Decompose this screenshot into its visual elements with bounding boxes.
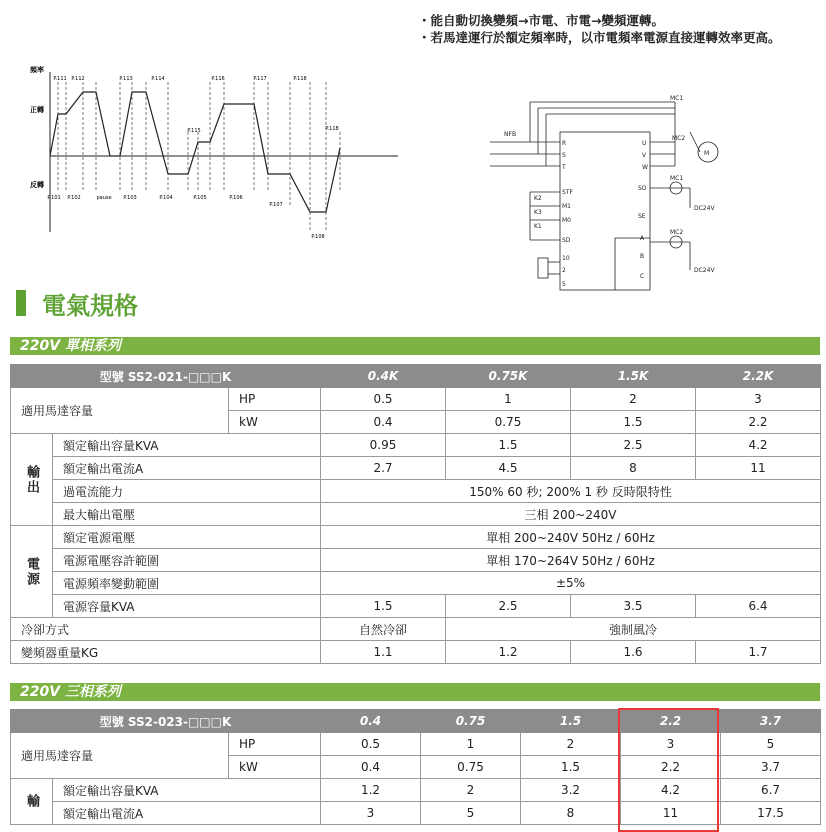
label-k3: K3 <box>534 209 542 216</box>
cell: 2.5 <box>571 434 696 457</box>
label-b: B <box>640 253 645 260</box>
cell: 0.5 <box>321 733 421 756</box>
table-row <box>11 641 821 664</box>
label-s: S <box>562 152 566 159</box>
label-t: T <box>562 164 566 171</box>
group-label-power: 電源 <box>11 526 53 618</box>
cell: 0.4 <box>321 756 421 779</box>
param-top-8: P.118 <box>325 126 339 132</box>
label-so: SO <box>638 185 647 192</box>
cell: 2 <box>421 779 521 802</box>
cell: 17.5 <box>721 802 821 825</box>
param-bot-7: P.107 <box>269 202 283 208</box>
cell: 單相 170~264V 50Hz / 60Hz <box>321 549 821 572</box>
col-header: 0.75K <box>446 365 571 388</box>
bullet-2: ・若馬達運行於額定頻率時，以市電頻率電源直接運轉效率更高。 <box>418 30 781 45</box>
label-5: 5 <box>562 281 566 288</box>
unit-label: HP <box>229 733 321 756</box>
table-row <box>11 595 821 618</box>
unit-label: kW <box>229 411 321 434</box>
cell: 1 <box>421 733 521 756</box>
cell: 2.2 <box>621 756 721 779</box>
group-label-output: 輸出 <box>11 434 53 526</box>
label-mc1-top: MC1 <box>670 95 684 102</box>
row-label: 額定輸出電流A <box>53 457 321 480</box>
col-header: 2.2 <box>621 710 721 733</box>
cell: 強制風冷 <box>446 618 821 641</box>
label-10: 10 <box>562 255 570 262</box>
row-label: 最大輸出電壓 <box>53 503 321 526</box>
label-mc2-coil: MC2 <box>670 229 684 236</box>
cell: 0.75 <box>446 411 571 434</box>
cell: 3 <box>621 733 721 756</box>
label-2: 2 <box>562 267 566 274</box>
highlight-box <box>618 708 719 832</box>
table-row <box>11 457 821 480</box>
param-bot-5: P.105 <box>193 195 207 201</box>
param-bot-4: P.104 <box>159 195 173 201</box>
label-v: V <box>642 152 647 159</box>
param-top-1: P.112 <box>71 76 85 82</box>
col-header: 1.5 <box>521 710 621 733</box>
cell: 1.5 <box>321 595 446 618</box>
cell: 2.5 <box>446 595 571 618</box>
row-label: 電源電壓容許範圍 <box>53 549 321 572</box>
table-row <box>11 388 821 411</box>
param-bot-6: P.106 <box>229 195 243 201</box>
series-band-single-phase <box>10 337 820 355</box>
label-dc24v-1: DC24V <box>694 205 715 212</box>
row-label: 額定輸出容量KVA <box>53 779 321 802</box>
param-top-7: P.118 <box>293 76 307 82</box>
cell: 1.7 <box>696 641 821 664</box>
label-se: SE <box>638 213 646 220</box>
cell: 4.5 <box>446 457 571 480</box>
row-label: 額定電源電壓 <box>53 526 321 549</box>
section-title-text: 電氣規格 <box>42 292 138 320</box>
model-header: 型號 SS2-023-□□□K <box>11 710 321 733</box>
reverse-label: 反轉 <box>30 181 44 189</box>
cell: 1.2 <box>321 779 421 802</box>
table-row <box>11 480 821 503</box>
row-label: 適用馬達容量 <box>11 733 229 779</box>
cell: 8 <box>571 457 696 480</box>
row-label: 適用馬達容量 <box>11 388 229 434</box>
table-row <box>11 572 821 595</box>
table-row <box>11 503 821 526</box>
cell: 2.2 <box>696 411 821 434</box>
col-header: 1.5K <box>571 365 696 388</box>
cell: 5 <box>721 733 821 756</box>
row-label: 冷卻方式 <box>11 618 321 641</box>
cell: 0.5 <box>321 388 446 411</box>
param-top-2: P.113 <box>119 76 133 82</box>
label-mc1-coil: MC1 <box>670 175 684 182</box>
series-title: 220V 單相系列 <box>20 338 121 354</box>
group-label-output: 輸 <box>11 779 53 825</box>
cell: 單相 200~240V 50Hz / 60Hz <box>321 526 821 549</box>
cell: 0.75 <box>421 756 521 779</box>
col-header: 0.4K <box>321 365 446 388</box>
cell: 2 <box>521 733 621 756</box>
table-row <box>11 434 821 457</box>
label-dc24v-2: DC24V <box>694 267 715 274</box>
cell: 11 <box>621 802 721 825</box>
label-u: U <box>642 140 647 147</box>
cell: ±5% <box>321 572 821 595</box>
param-bot-8: P.108 <box>311 234 325 240</box>
cell: 3.7 <box>721 756 821 779</box>
col-header: 3.7 <box>721 710 821 733</box>
cell: 3.2 <box>521 779 621 802</box>
cell: 5 <box>421 802 521 825</box>
cell: 1.5 <box>571 411 696 434</box>
label-r: R <box>562 140 567 147</box>
section-title-bar <box>16 290 26 316</box>
label-k2: K2 <box>534 195 542 202</box>
cell: 1.1 <box>321 641 446 664</box>
label-m1: M1 <box>562 203 571 210</box>
label-w: W <box>642 164 648 171</box>
unit-label: HP <box>229 388 321 411</box>
label-nfb: NFB <box>504 131 517 138</box>
cell: 4.2 <box>696 434 821 457</box>
row-label: 額定輸出容量KVA <box>53 434 321 457</box>
cell: 1.5 <box>446 434 571 457</box>
cell: 1.5 <box>521 756 621 779</box>
param-bot-1: P.102 <box>67 195 81 201</box>
series-band-three-phase <box>10 683 820 701</box>
freq-axis-label: 頻率 <box>30 66 44 74</box>
forward-label: 正轉 <box>30 106 44 114</box>
param-top-6: P.117 <box>253 76 267 82</box>
cell: 4.2 <box>621 779 721 802</box>
col-header: 0.75 <box>421 710 521 733</box>
label-motor: M <box>704 150 710 157</box>
row-label: 額定輸出電流A <box>53 802 321 825</box>
row-label: 變頻器重量KG <box>11 641 321 664</box>
label-stf: STF <box>562 189 573 196</box>
model-header: 型號 SS2-021-□□□K <box>11 365 321 388</box>
cell: 6.7 <box>721 779 821 802</box>
series-title: 220V 三相系列 <box>20 684 121 700</box>
label-mc2-top: MC2 <box>672 135 686 142</box>
table-row <box>11 618 821 641</box>
col-header: 2.2K <box>696 365 821 388</box>
param-bot-2: pause <box>96 195 112 201</box>
cell: 3 <box>696 388 821 411</box>
table-row <box>11 365 821 388</box>
cell: 1 <box>446 388 571 411</box>
label-m0: M0 <box>562 217 571 224</box>
cell: 8 <box>521 802 621 825</box>
timing-diagram <box>28 62 408 242</box>
param-top-4: P.115 <box>187 128 201 134</box>
cell: 150% 60 秒; 200% 1 秒 反時限特性 <box>321 480 821 503</box>
row-label: 過電流能力 <box>53 480 321 503</box>
col-header: 0.4 <box>321 710 421 733</box>
cell: 2.7 <box>321 457 446 480</box>
spec-table-single-phase <box>10 364 821 664</box>
unit-label: kW <box>229 756 321 779</box>
cell: 6.4 <box>696 595 821 618</box>
cell: 1.6 <box>571 641 696 664</box>
param-bot-0: P.101 <box>47 195 61 201</box>
param-bot-3: P.103 <box>123 195 137 201</box>
param-top-3: P.114 <box>151 76 165 82</box>
row-label: 電源容量KVA <box>53 595 321 618</box>
feature-bullets <box>418 12 781 46</box>
cell: 2 <box>571 388 696 411</box>
table-row <box>11 526 821 549</box>
cell: 0.95 <box>321 434 446 457</box>
label-k1: K1 <box>534 223 542 230</box>
label-a: A <box>640 235 645 242</box>
cell: 11 <box>696 457 821 480</box>
cell: 3 <box>321 802 421 825</box>
cell: 1.2 <box>446 641 571 664</box>
table-row <box>11 549 821 572</box>
param-top-5: P.116 <box>211 76 225 82</box>
label-sd: SD <box>562 237 571 244</box>
cell: 3.5 <box>571 595 696 618</box>
row-label: 電源頻率變動範圍 <box>53 572 321 595</box>
cell: 三相 200~240V <box>321 503 821 526</box>
wiring-diagram <box>490 92 730 302</box>
bullet-1: ・能自動切換變頻→市電、市電→變頻運轉。 <box>418 13 664 28</box>
param-top-0: P.111 <box>53 76 67 82</box>
cell: 自然冷卻 <box>321 618 446 641</box>
label-c: C <box>640 273 645 280</box>
cell: 0.4 <box>321 411 446 434</box>
